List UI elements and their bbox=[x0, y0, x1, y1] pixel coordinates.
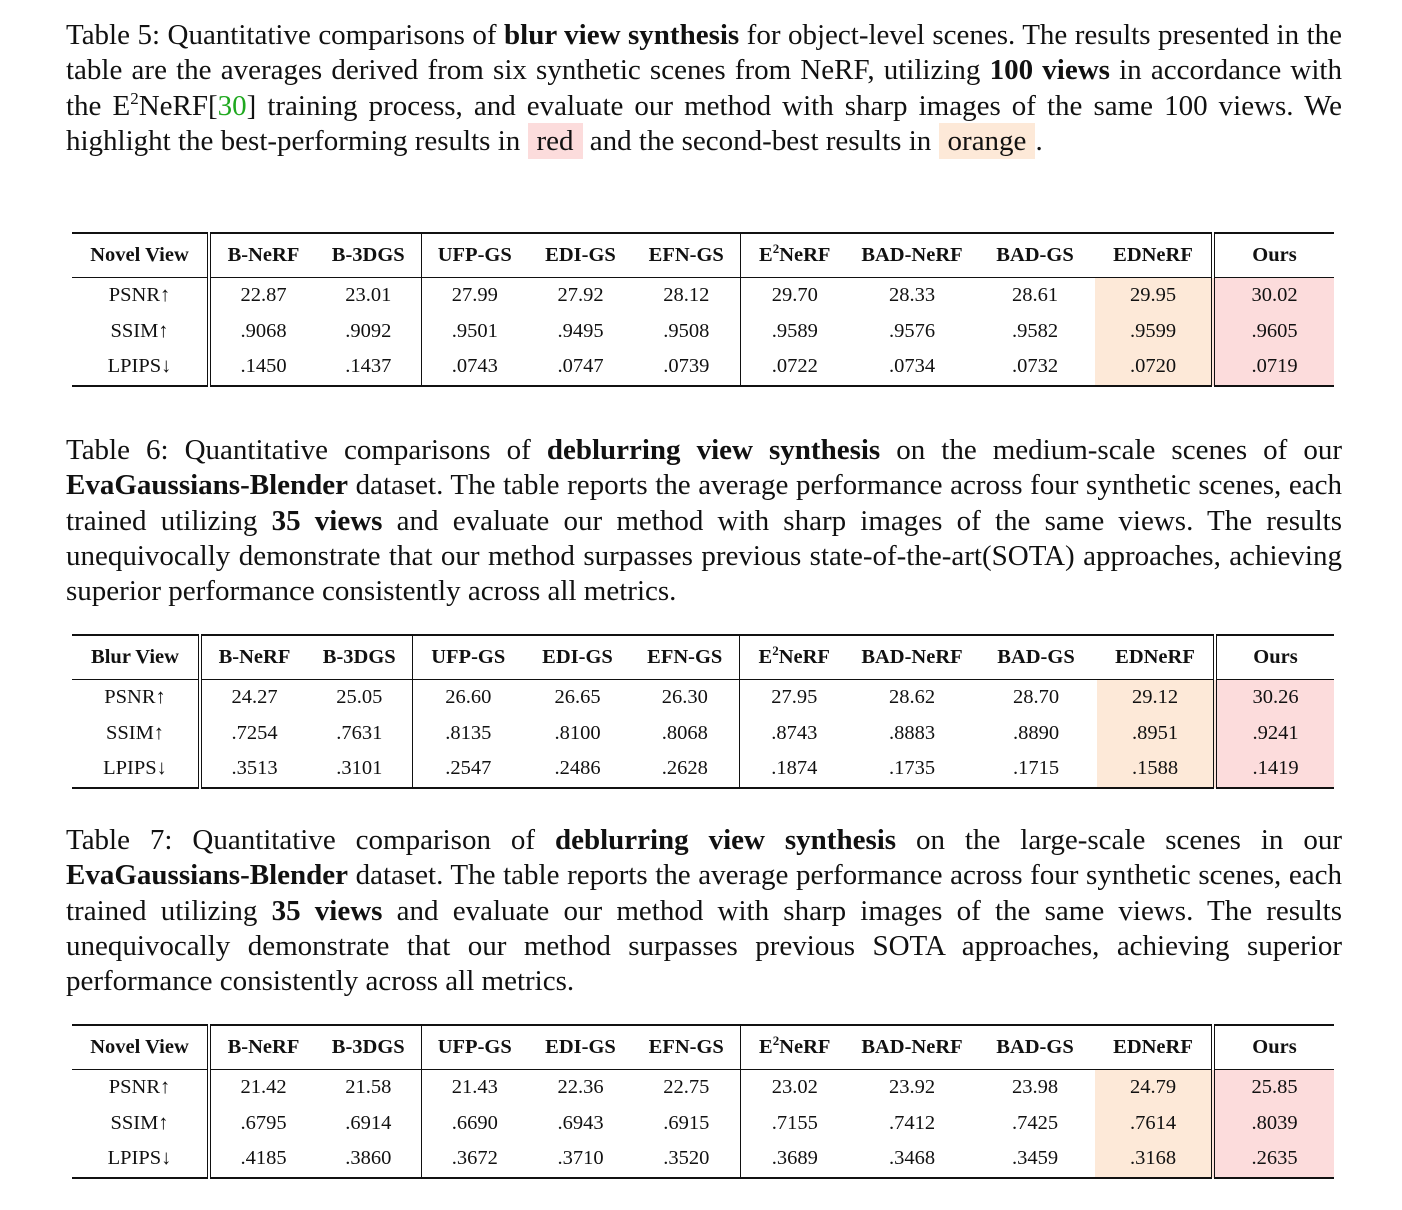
col-ours: Ours bbox=[1213, 233, 1334, 278]
col-ednerf: EDNeRF bbox=[1095, 1025, 1213, 1070]
cell-bnerf: .9068 bbox=[240, 319, 287, 342]
cell-ours: 25.85 bbox=[1213, 1070, 1334, 1106]
caption-bold: deblurring view synthesis bbox=[546, 434, 881, 466]
metric-label: LPIPS↓ bbox=[72, 349, 209, 386]
col-e2nerf bbox=[740, 1025, 849, 1070]
cell-ufpgs: 21.43 bbox=[451, 1076, 498, 1099]
cell-ufpgs: .0743 bbox=[451, 355, 498, 378]
metric-label: SSIM↑ bbox=[72, 314, 209, 350]
corner-header: Novel View bbox=[72, 233, 209, 278]
table-row bbox=[72, 349, 1334, 386]
cell-ednerf: .1588 bbox=[1097, 751, 1215, 788]
cell-b3dgs: .3860 bbox=[316, 1141, 421, 1178]
cell-bnerf: .6795 bbox=[240, 1111, 287, 1134]
cell-ufpgs: .3672 bbox=[451, 1147, 498, 1170]
cell-b3dgs: .3101 bbox=[307, 751, 412, 788]
col-badnerf: BAD-NeRF bbox=[849, 233, 975, 278]
cell-badnerf: .0734 bbox=[888, 355, 936, 378]
caption-text: for object-level scenes. The results presented in the table are the averages derived from six synthetic scenes from NeRF, utilizing bbox=[66, 19, 1343, 87]
cell-bnerf: .4185 bbox=[240, 1147, 287, 1170]
cell-ednerf: 29.12 bbox=[1097, 680, 1215, 716]
col-efngs: EFN-GS bbox=[631, 635, 739, 680]
cell-ednerf: .8951 bbox=[1097, 716, 1215, 752]
col-ours: Ours bbox=[1213, 1025, 1334, 1070]
e2nerf-label: NeRF bbox=[779, 244, 831, 266]
cell-bnerf: .1450 bbox=[240, 355, 287, 378]
caption-bold: 35 views bbox=[271, 894, 383, 927]
cell-ufpgs: .2547 bbox=[445, 757, 492, 780]
col-edigs: EDI-GS bbox=[528, 1025, 633, 1070]
cell-badgs: .9582 bbox=[1011, 319, 1059, 342]
table5 bbox=[72, 232, 1334, 387]
col-badgs: BAD-GS bbox=[975, 233, 1095, 278]
cell-ednerf: 29.95 bbox=[1095, 278, 1213, 314]
cell-ufpgs: 26.60 bbox=[445, 686, 492, 709]
col-ednerf: EDNeRF bbox=[1095, 233, 1213, 278]
cell-b3dgs: 21.58 bbox=[316, 1070, 421, 1106]
cell-bnerf: .7254 bbox=[231, 721, 278, 744]
col-badgs: BAD-GS bbox=[975, 1025, 1095, 1070]
table7 bbox=[72, 1024, 1334, 1179]
cell-ours: .8039 bbox=[1213, 1106, 1334, 1142]
caption-text: and the second-best results in bbox=[582, 124, 939, 157]
col-badnerf: BAD-NeRF bbox=[849, 635, 975, 680]
caption-text: on the large-scale scenes in our bbox=[896, 824, 1342, 856]
col-badgs: BAD-GS bbox=[975, 635, 1097, 680]
table-row bbox=[72, 314, 1334, 350]
cell-b3dgs: .7631 bbox=[307, 716, 412, 752]
cell-bnerf: 22.87 bbox=[240, 284, 287, 307]
e2nerf-sup: 2 bbox=[772, 241, 780, 256]
cell-badnerf: 28.62 bbox=[888, 686, 936, 709]
caption-bold: EvaGaussians-Blender bbox=[66, 859, 348, 892]
caption-bold: 35 views bbox=[271, 504, 383, 537]
cell-efngs: .3520 bbox=[633, 1141, 740, 1178]
metric-label: LPIPS↓ bbox=[72, 751, 200, 788]
cell-ours: .1419 bbox=[1215, 751, 1334, 788]
caption-text: ] training process, and evaluate our method with sharp images of the same 100 views. We highlight the best-performing results in bbox=[66, 89, 1342, 157]
table-row bbox=[72, 278, 1334, 314]
col-ufpgs: UFP-GS bbox=[412, 635, 524, 680]
cell-edigs: 26.65 bbox=[554, 686, 601, 709]
col-ours: Ours bbox=[1215, 635, 1334, 680]
cell-bnerf: 24.27 bbox=[231, 686, 278, 709]
table-row bbox=[72, 1070, 1334, 1106]
cell-ufpgs: .8135 bbox=[445, 721, 492, 744]
cell-ufpgs: 27.99 bbox=[451, 284, 498, 307]
col-b3dgs: B-3DGS bbox=[307, 635, 412, 680]
caption-text: Table 5: Quantitative comparisons of bbox=[66, 19, 505, 51]
cell-efngs: .8068 bbox=[631, 716, 739, 752]
cell-b3dgs: 25.05 bbox=[307, 680, 412, 716]
cell-efngs: .2628 bbox=[631, 751, 739, 788]
cell-e2nerf: 29.70 bbox=[771, 284, 818, 307]
caption-text: Table 6: Quantitative comparisons of bbox=[66, 434, 547, 466]
caption-text: and evaluate our method with sharp images of the same views. The results unequivocally demonstrate that our method surpasses previous state-of-the-art(SOTA) approaches, achieving superior performance consistently across all metrics. bbox=[66, 504, 1342, 608]
cell-edigs: 22.36 bbox=[557, 1076, 604, 1099]
cell-ednerf: .0720 bbox=[1095, 349, 1213, 386]
cell-efngs: .0739 bbox=[633, 349, 740, 386]
cell-badnerf: .3468 bbox=[888, 1147, 936, 1170]
cell-ufpgs: .6690 bbox=[451, 1111, 498, 1134]
col-edigs: EDI-GS bbox=[528, 233, 633, 278]
cell-e2nerf: .3689 bbox=[771, 1147, 818, 1170]
table-row bbox=[72, 716, 1334, 752]
col-badnerf: BAD-NeRF bbox=[849, 1025, 975, 1070]
header-row bbox=[72, 233, 1334, 278]
cell-efngs: .6915 bbox=[633, 1106, 740, 1142]
cell-edigs: .8100 bbox=[554, 721, 601, 744]
caption-text: Table 7: Quantitative comparison of bbox=[66, 824, 555, 856]
corner-header: Novel View bbox=[72, 1025, 209, 1070]
col-ufpgs: UFP-GS bbox=[421, 1025, 528, 1070]
header-row bbox=[72, 1025, 1334, 1070]
metric-label: PSNR↑ bbox=[72, 1070, 209, 1106]
cell-badgs: .7425 bbox=[1011, 1111, 1059, 1134]
caption-bold: 100 views bbox=[989, 54, 1110, 87]
metric-label: SSIM↑ bbox=[72, 716, 200, 752]
cell-e2nerf: .8743 bbox=[771, 721, 818, 744]
cell-e2nerf: 27.95 bbox=[771, 686, 818, 709]
e2nerf-label: NeRF bbox=[778, 646, 830, 668]
cell-bnerf: .3513 bbox=[231, 757, 278, 780]
cell-badgs: 28.70 bbox=[1012, 686, 1060, 709]
cell-edigs: 27.92 bbox=[557, 284, 604, 307]
metric-label: SSIM↑ bbox=[72, 1106, 209, 1142]
cell-ours: .9241 bbox=[1215, 716, 1334, 752]
col-ufpgs: UFP-GS bbox=[421, 233, 528, 278]
col-edigs: EDI-GS bbox=[524, 635, 631, 680]
col-bnerf: B-NeRF bbox=[209, 1025, 316, 1070]
cell-badgs: .8890 bbox=[1012, 721, 1060, 744]
table-row bbox=[72, 751, 1334, 788]
corner-header: Blur View bbox=[72, 635, 200, 680]
cell-e2nerf: .9589 bbox=[771, 319, 818, 342]
cell-edigs: .0747 bbox=[557, 355, 604, 378]
cell-ours: 30.02 bbox=[1213, 278, 1334, 314]
cell-badnerf: 23.92 bbox=[888, 1076, 936, 1099]
cell-badnerf: .8883 bbox=[888, 721, 936, 744]
caption-text: dataset. The table reports the average performance across four synthetic scenes, each trained utilizing bbox=[66, 469, 1342, 537]
col-ednerf: EDNeRF bbox=[1097, 635, 1215, 680]
caption-text: dataset. The table reports the average performance across four synthetic scenes, each trained utilizing bbox=[66, 859, 1342, 927]
col-e2nerf bbox=[739, 635, 849, 680]
red-highlight-swatch: red bbox=[528, 123, 583, 159]
cell-b3dgs: 23.01 bbox=[316, 278, 421, 314]
cell-edigs: .6943 bbox=[557, 1111, 604, 1134]
e2nerf-label: E bbox=[759, 244, 773, 266]
metric-label: PSNR↑ bbox=[72, 680, 200, 716]
caption-superscript: 2 bbox=[130, 88, 139, 108]
cell-e2nerf: .7155 bbox=[771, 1111, 818, 1134]
caption-bold: deblurring view synthesis bbox=[554, 824, 897, 856]
cell-badnerf: .7412 bbox=[888, 1111, 936, 1134]
table7-caption bbox=[66, 823, 1342, 999]
cell-ednerf: .9599 bbox=[1095, 314, 1213, 350]
cell-ours: .0719 bbox=[1213, 349, 1334, 386]
cell-ednerf: .3168 bbox=[1095, 1141, 1213, 1178]
header-row bbox=[72, 635, 1334, 680]
caption-bold: EvaGaussians-Blender bbox=[66, 469, 348, 502]
e2nerf-label: NeRF bbox=[779, 1036, 831, 1058]
cell-e2nerf: 23.02 bbox=[771, 1076, 818, 1099]
cell-edigs: .9495 bbox=[557, 319, 604, 342]
cell-bnerf: 21.42 bbox=[240, 1076, 287, 1099]
cell-b3dgs: .6914 bbox=[316, 1106, 421, 1142]
cell-ednerf: .7614 bbox=[1095, 1106, 1213, 1142]
e2nerf-label: E bbox=[759, 1036, 773, 1058]
cell-edigs: .3710 bbox=[557, 1147, 604, 1170]
cell-badgs: 23.98 bbox=[1011, 1076, 1059, 1099]
cell-badgs: .1715 bbox=[1012, 757, 1060, 780]
caption-text: and evaluate our method with sharp images of the same views. The results unequivocally demonstrate that our method surpasses previous SOTA approaches, achieving superior performance consistently across all metrics. bbox=[66, 894, 1342, 998]
cell-badgs: .3459 bbox=[1011, 1147, 1059, 1170]
cell-efngs: 26.30 bbox=[631, 680, 739, 716]
metric-label: PSNR↑ bbox=[72, 278, 209, 314]
table-row bbox=[72, 1141, 1334, 1178]
cell-efngs: 22.75 bbox=[633, 1070, 740, 1106]
cell-badnerf: .9576 bbox=[888, 319, 936, 342]
col-efngs: EFN-GS bbox=[633, 233, 740, 278]
cell-badgs: .0732 bbox=[1011, 355, 1059, 378]
col-bnerf: B-NeRF bbox=[200, 635, 307, 680]
cell-ednerf: 24.79 bbox=[1095, 1070, 1213, 1106]
orange-highlight-swatch: orange bbox=[939, 123, 1036, 159]
caption-text: in accordance with the E bbox=[66, 54, 1342, 122]
table6 bbox=[72, 634, 1334, 789]
e2nerf-sup: 2 bbox=[772, 1033, 780, 1048]
caption-text: on the medium-scale scenes of our bbox=[880, 434, 1342, 466]
cell-efngs: 28.12 bbox=[633, 278, 740, 314]
cell-e2nerf: .0722 bbox=[771, 355, 818, 378]
col-e2nerf bbox=[740, 233, 849, 278]
cell-badnerf: .1735 bbox=[888, 757, 936, 780]
cell-e2nerf: .1874 bbox=[771, 757, 818, 780]
e2nerf-label: E bbox=[758, 646, 773, 668]
cell-efngs: .9508 bbox=[633, 314, 740, 350]
table6-caption bbox=[66, 433, 1342, 609]
col-b3dgs: B-3DGS bbox=[316, 1025, 421, 1070]
e2nerf-sup: 2 bbox=[772, 643, 779, 658]
cell-b3dgs: .9092 bbox=[316, 314, 421, 350]
table-row bbox=[72, 680, 1334, 716]
table5-caption bbox=[66, 18, 1342, 159]
cell-badnerf: 28.33 bbox=[888, 284, 936, 307]
cell-badgs: 28.61 bbox=[1011, 284, 1059, 307]
cell-ufpgs: .9501 bbox=[451, 319, 498, 342]
col-efngs: EFN-GS bbox=[633, 1025, 740, 1070]
citation-link[interactable]: 30 bbox=[217, 89, 247, 122]
col-bnerf: B-NeRF bbox=[209, 233, 316, 278]
caption-text: NeRF[ bbox=[138, 89, 218, 122]
table-row bbox=[72, 1106, 1334, 1142]
cell-edigs: .2486 bbox=[554, 757, 601, 780]
caption-bold: blur view synthesis bbox=[504, 19, 740, 51]
metric-label: LPIPS↓ bbox=[72, 1141, 209, 1178]
cell-b3dgs: .1437 bbox=[316, 349, 421, 386]
caption-text: . bbox=[1035, 124, 1043, 157]
cell-ours: .9605 bbox=[1213, 314, 1334, 350]
col-b3dgs: B-3DGS bbox=[316, 233, 421, 278]
cell-ours: .2635 bbox=[1213, 1141, 1334, 1178]
cell-ours: 30.26 bbox=[1215, 680, 1334, 716]
